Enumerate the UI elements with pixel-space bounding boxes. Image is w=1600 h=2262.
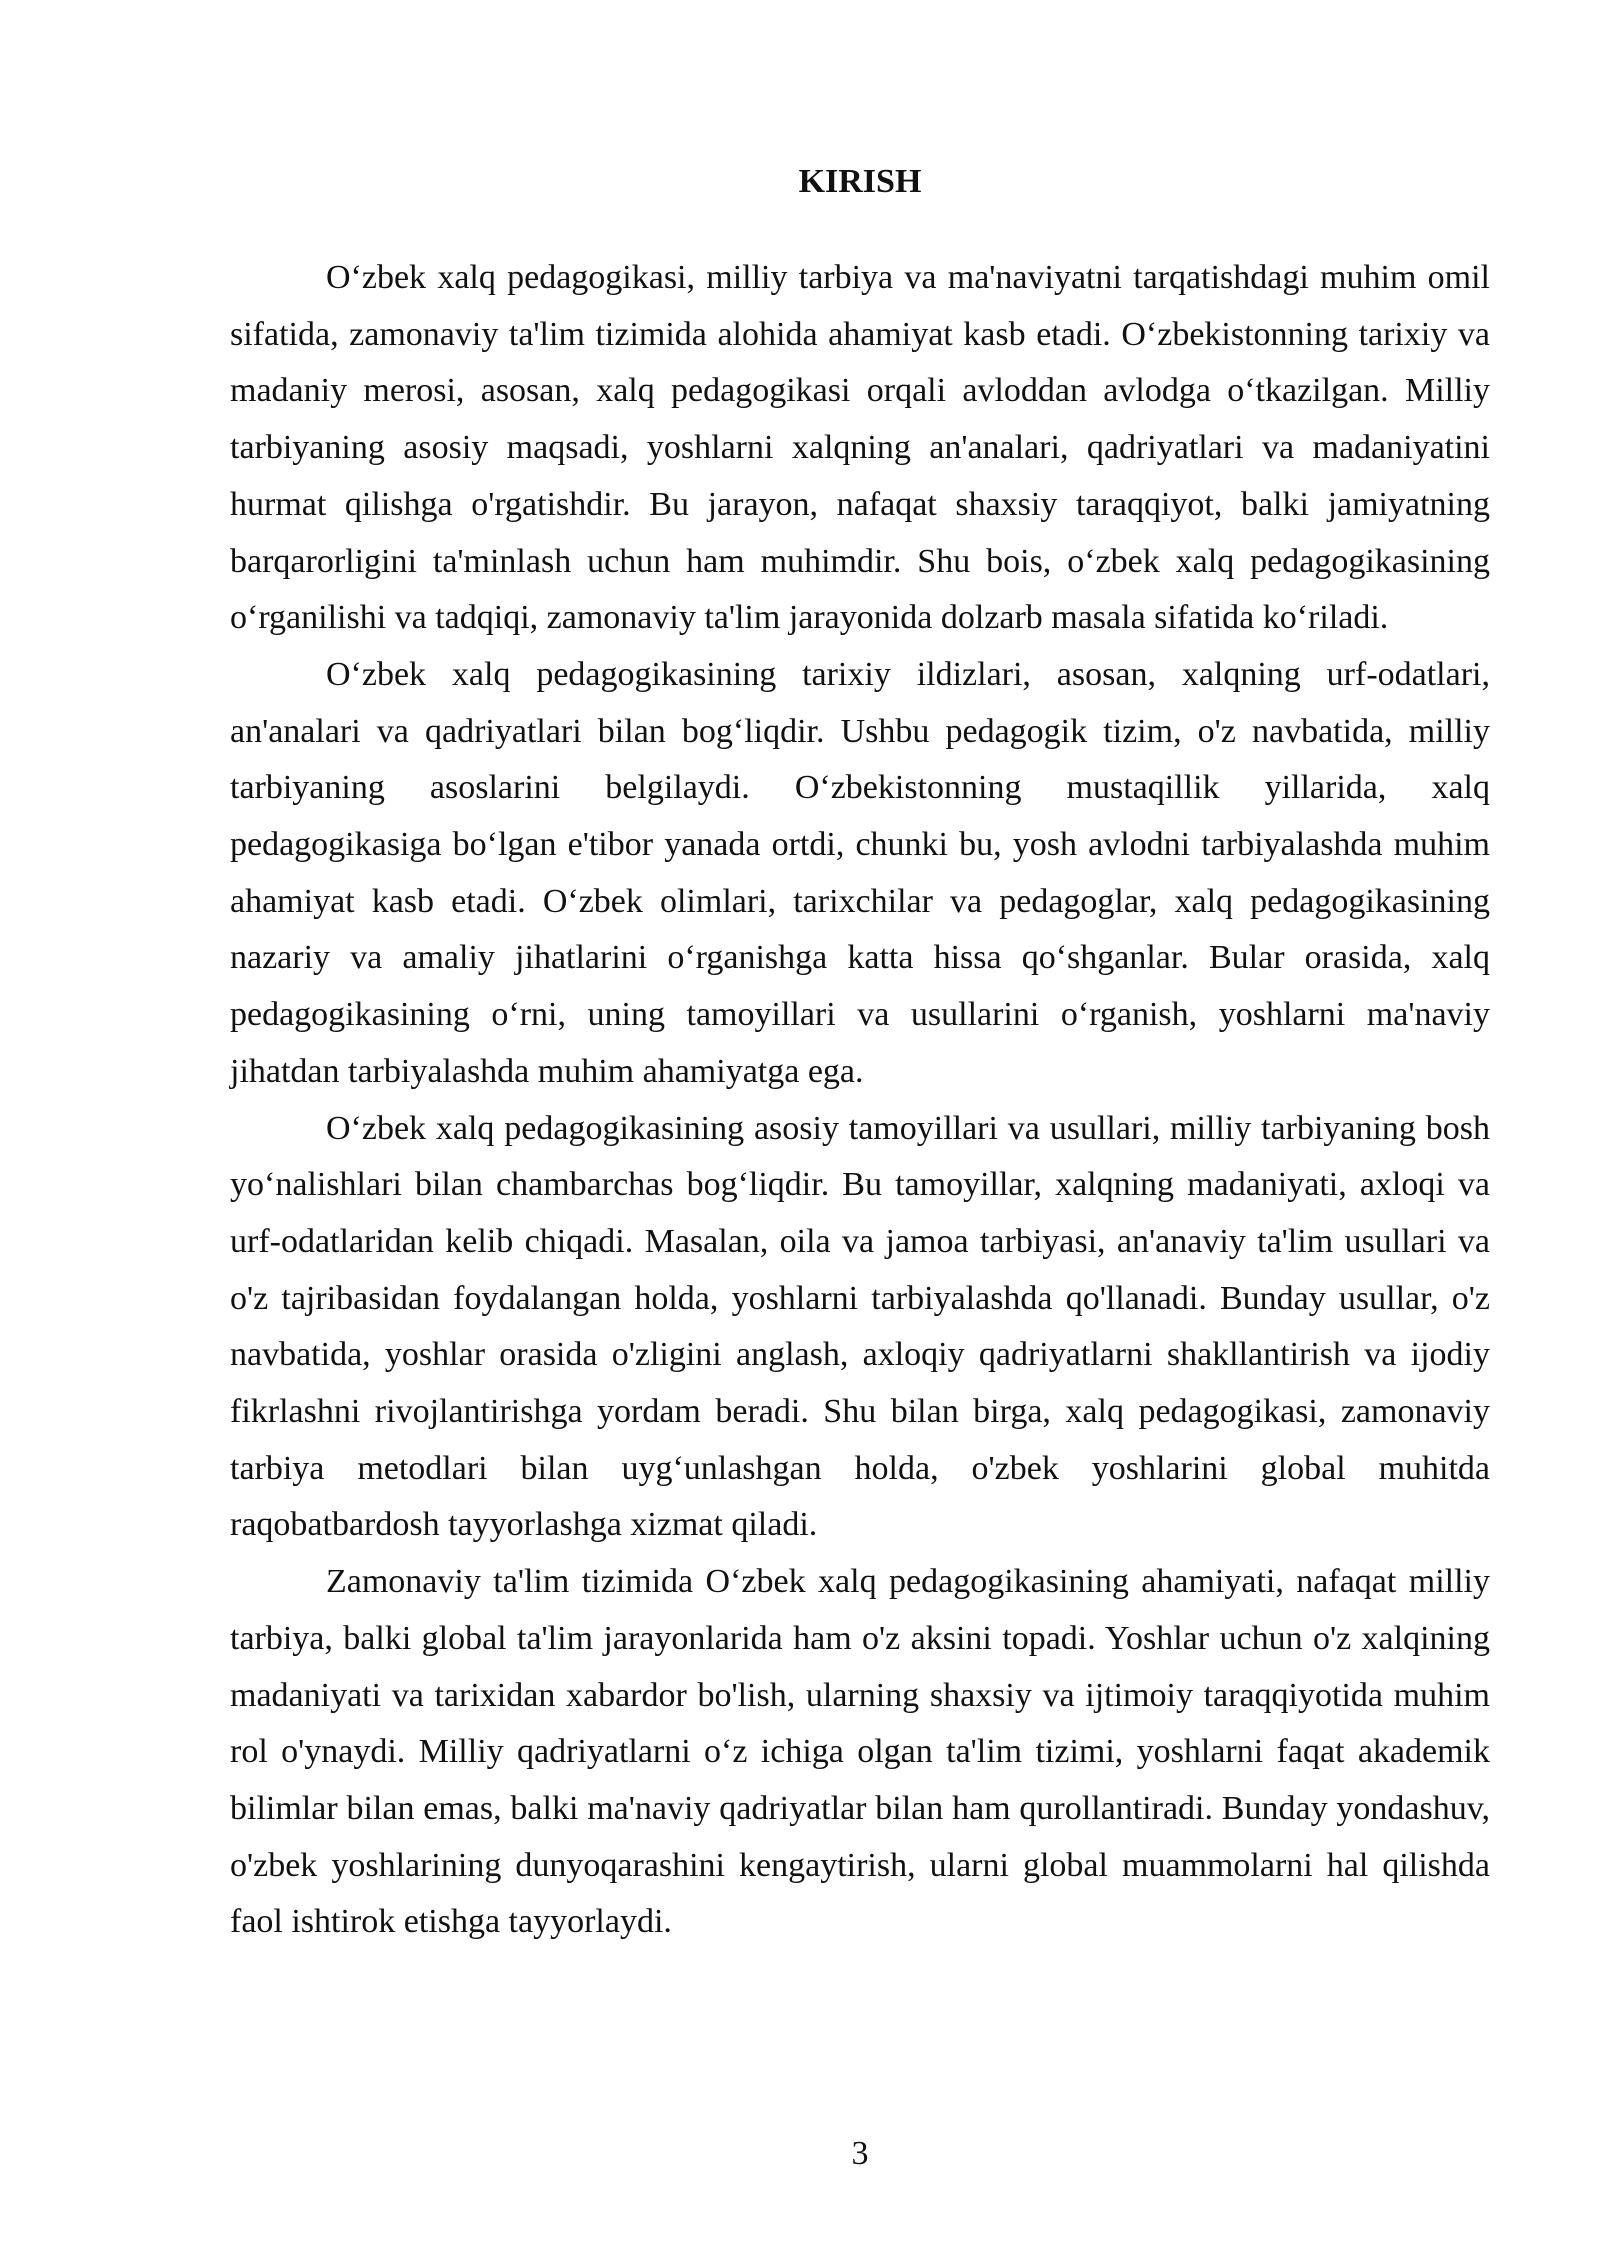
paragraph: O‘zbek xalq pedagogikasi, milliy tarbiya va ma'naviyatni tarqatishdagi muhim omil sifatida, zamonaviy ta'lim tizimida alohida ahamiyat kasb etadi. O‘zbekistonning tarixiy va madaniy merosi, asosan, xalq pedagogikasi orqali avloddan avlodga o‘tkazilgan. Milliy tarbiyaning asosiy maqsadi, yoshlarni xalqning an'analari, qadriyatlari va madaniyatini hurmat qilishga o'rgatishdir. Bu jarayon, nafaqat shaxsiy taraqqiyot, balki jamiyatning barqarorligini ta'minlash uchun ham muhimdir. Shu bois, o‘zbek xalq pedagogikasining o‘rganilishi va tadqiqi, zamonaviy ta'lim jarayonida dolzarb masala sifatida ko‘riladi. [230,259,1490,637]
paragraph: O‘zbek xalq pedagogikasining tarixiy ildizlari, asosan, xalqning urf-odatlari, an'analari va qadriyatlari bilan bog‘liqdir. Ushbu pedagogik tizim, o'z navbatida, milliy tarbiyaning asoslarini belgilaydi. O‘zbekistonning mustaqillik yillarida, xalq pedagogikasiga bo‘lgan e'tibor yanada ortdi, chunki bu, yosh avlodni tarbiyalashda muhim ahamiyat kasb etadi. O‘zbek olimlari, tarixchilar va pedagoglar, xalq pedagogikasining nazariy va amaliy jihatlarini o‘rganishga katta hissa qo‘shganlar. Bular orasida, xalq pedagogikasining o‘rni, uning tamoyillari va usullarini o‘rganish, yoshlarni ma'naviy jihatdan tarbiyalashda muhim ahamiyatga ega. [230,655,1490,1090]
section-heading: KIRISH [798,163,922,200]
paragraph: Zamonaviy ta'lim tizimida O‘zbek xalq pedagogikasining ahamiyati, nafaqat milliy tarbiya, balki global ta'lim jarayonlarida ham o'z aksini topadi. Yoshlar uchun o'z xalqining madaniyati va tarixidan xabardor bo'lish, ularning shaxsiy va ijtimoiy taraqqiyotida muhim rol o'ynaydi. Milliy qadriyatlarni o‘z ichiga olgan ta'lim tizimi, yoshlarni faqat akademik bilimlar bilan emas, balki ma'naviy qadriyatlar bilan ham qurollantiradi. Bunday yondashuv, o'zbek yoshlarining dunyoqarashini kengaytirish, ularni global muammolarni hal qilishda faol ishtirok etishga tayyorlaydi. [230,1563,1490,1941]
body-text [230,250,1490,1951]
page-number: 3 [851,2135,869,2172]
paragraph: O‘zbek xalq pedagogikasining asosiy tamoyillari va usullari, milliy tarbiyaning bosh yo‘nalishlari bilan chambarchas bog‘liqdir. Bu tamoyillar, xalqning madaniyati, axloqi va urf-odatlaridan kelib chiqadi. Masalan, oila va jamoa tarbiyasi, an'anaviy ta'lim usullari va o'z tajribasidan foydalangan holda, yoshlarni tarbiyalashda qo'llanadi. Bunday usullar, o'z navbatida, yoshlar orasida o'zligini anglash, axloqiy qadriyatlarni shakllantirish va ijodiy fikrlashni rivojlantirishga yordam beradi. Shu bilan birga, xalq pedagogikasi, zamonaviy tarbiya metodlari bilan uyg‘unlashgan holda, o'zbek yoshlarini global muhitda raqobatbardosh tayyorlashga xizmat qiladi. [230,1109,1490,1544]
